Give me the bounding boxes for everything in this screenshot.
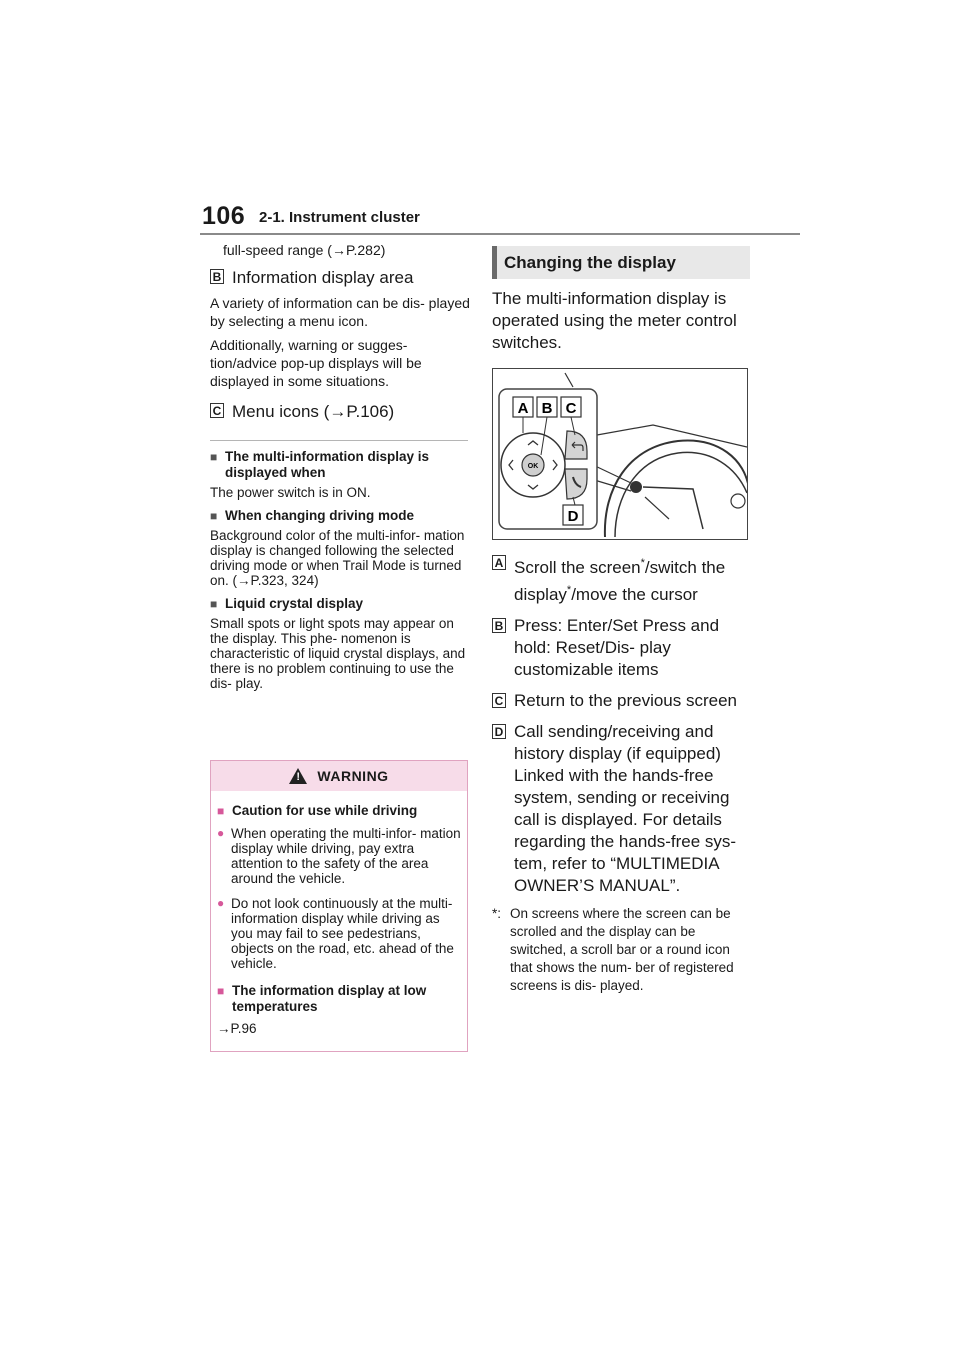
note-body: The power switch is in ON. [210, 485, 371, 500]
warning-header [211, 761, 467, 791]
note-body: Small spots or light spots may appear on the display. This phe- nomenon is characteristic of liquid crystal displays, and there is no problem continuing to use the dis- play. [210, 616, 466, 691]
item-b-paragraph-2: Additionally, warning or sugges- tion/advice pop-up displays will be displayed in some situations. [210, 337, 422, 389]
warning-bullet: ● When operating the multi-infor- mation display while driving, pay extra attention to the safety of the area around the vehicle. [217, 826, 461, 886]
callout-label-b: B [492, 618, 506, 633]
callout-label-c: C [210, 403, 224, 418]
notes-divider [210, 440, 468, 441]
page-number: 106 [202, 202, 246, 230]
warning-bullet: ● Do not look continuously at the multi-information display while driving as you may fail to see pedestrians, objects on the road, etc. ahead of the vehicle. [217, 896, 461, 971]
footnote-text: On screens where the screen can be scrolled and the display can be switched, a scroll bar or a round icon that shows the num- ber of registered screens is dis- played. [510, 906, 734, 993]
definition-text: Call sending/receiving and history display (if equipped) Linked with the hands-free system, sending or receiving call is displayed. For details regarding the hands-free sys- tem, refer to “MULTIMEDIA OWNER’S MANUAL”. [514, 722, 737, 895]
dash-edge [565, 373, 573, 387]
callout-label-d: D [492, 724, 506, 739]
note-heading: ■ The multi-information display is displayed when [210, 449, 470, 481]
definition-text: Return to the previous screen [514, 691, 738, 710]
page-reference: →P.96 [217, 1021, 257, 1036]
right-column [492, 246, 754, 995]
header-divider [200, 233, 800, 235]
wheel-switch-dot [630, 481, 642, 493]
footnote-mark: *: [492, 906, 502, 921]
definition-text-part: /switch the display [514, 558, 726, 604]
steering-wheel-inner [615, 452, 747, 537]
warning-title: WARNING [317, 768, 389, 784]
callout-label-d: D [567, 508, 579, 525]
section-title: 2-1. Instrument cluster [259, 209, 420, 226]
wheel-spoke [643, 487, 703, 529]
definition-item-d [492, 721, 754, 897]
continuation-text: full-speed range (→P.282) [223, 242, 386, 258]
note-heading: ■ Liquid crystal display [210, 596, 470, 612]
section-heading: Changing the display [492, 246, 750, 279]
warning-triangle-icon [289, 768, 307, 784]
callout-label-c: C [565, 400, 577, 417]
warning-subheading: ■ The information display at low temperatures [217, 983, 461, 1015]
item-b-title [210, 268, 470, 288]
steering-switch-illustration [492, 368, 748, 540]
callout-label-a: A [492, 555, 506, 570]
footnote [492, 905, 754, 995]
definition-text-part: /move the cursor [571, 585, 698, 604]
definition-text-part: Scroll the screen [514, 558, 641, 577]
definition-text: Press: Enter/Set Press and hold: Reset/Dis- play customizable items [514, 616, 720, 679]
footnote-mark: * [566, 584, 572, 596]
ok-label: OK [527, 463, 539, 470]
switch-diagram [493, 369, 747, 539]
callout-label-c: C [492, 693, 506, 708]
dashboard-line [597, 425, 747, 447]
item-b-paragraph-1: A variety of information can be dis- played by selecting a menu icon. [210, 295, 470, 329]
intro-paragraph: The multi-information display is operated using the meter control switches. [492, 289, 737, 352]
callout-label-b: B [210, 269, 224, 284]
warning-subheading: ■ Caution for use while driving [217, 803, 461, 819]
definition-item-c [492, 690, 754, 712]
definition-item-a [492, 552, 754, 606]
warning-content [211, 791, 467, 1036]
item-b-title-text: Information display area [232, 268, 414, 287]
item-c-title-text: Menu icons (→P.106) [232, 402, 395, 421]
callout-label-a: A [517, 400, 529, 417]
left-column [210, 240, 470, 691]
item-c-title [210, 402, 470, 422]
right-wheel-control [731, 494, 745, 508]
wheel-spoke-lower [645, 497, 669, 519]
callout-label-b: B [541, 400, 553, 417]
definition-text [492, 552, 754, 606]
footnote-mark: * [640, 557, 645, 569]
note-heading: ■ When changing driving mode [210, 508, 470, 524]
definition-item-b [492, 615, 754, 681]
note-body: Background color of the multi-infor- mation display is changed following the selected driving mode or when Trail Mode is turned on. (→P.323, 324) [210, 528, 465, 588]
warning-box [210, 760, 468, 1052]
